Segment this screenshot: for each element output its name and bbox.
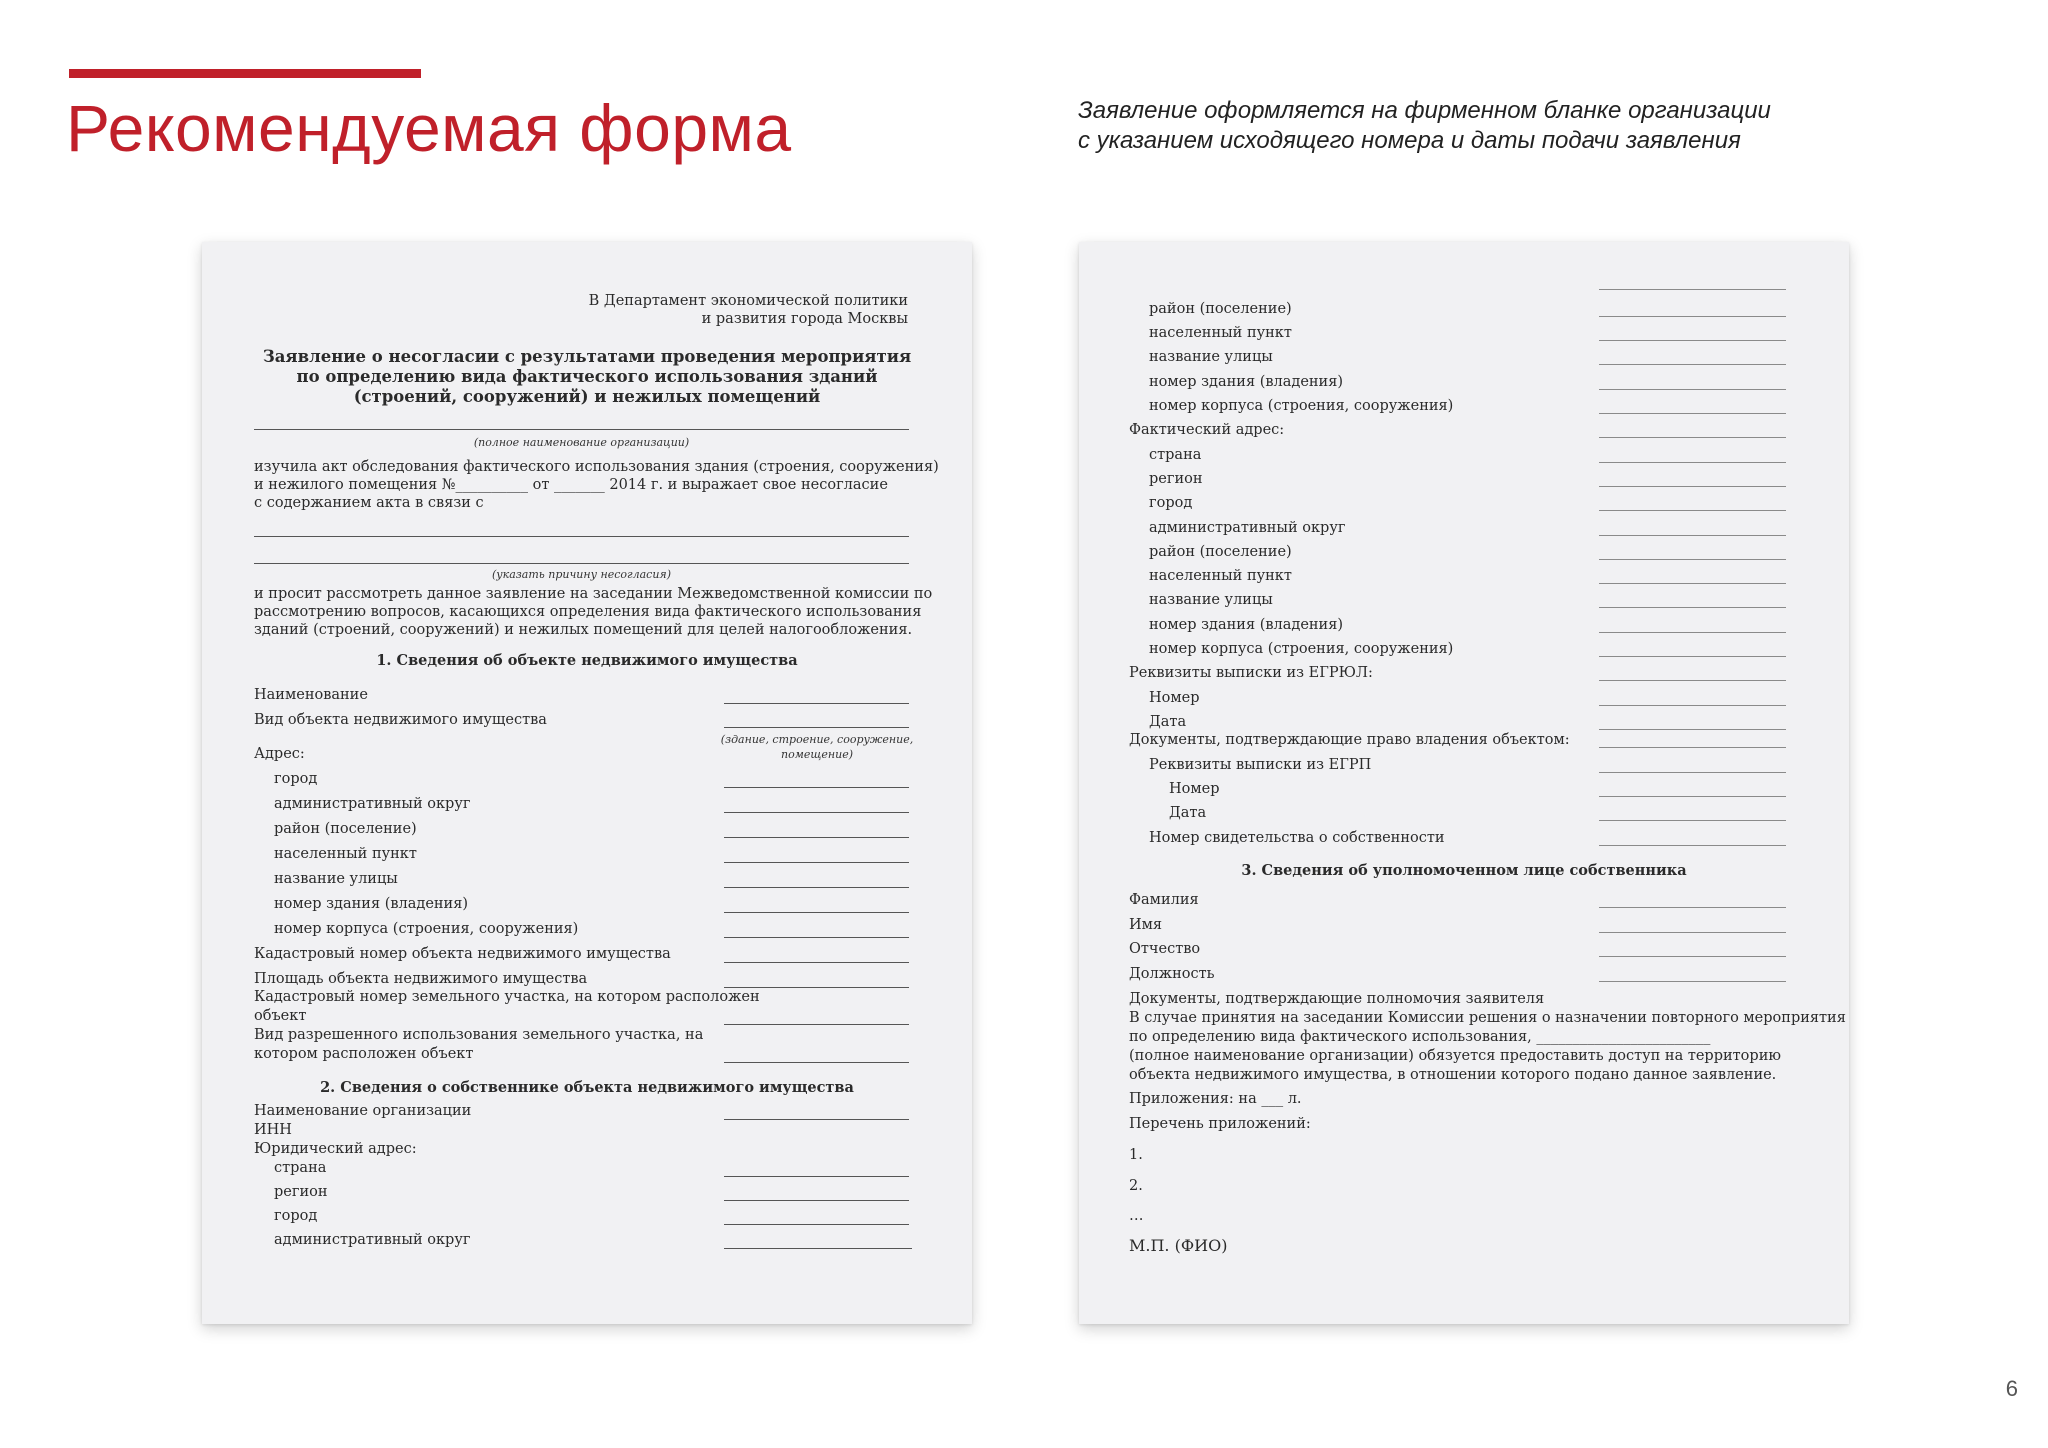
slide-note-line: с указанием исходящего номера и даты подачи заявления (1078, 127, 1741, 154)
field-line[interactable] (724, 1224, 909, 1225)
field-label: Номер свидетельства о собственности (1149, 830, 1445, 846)
body-text: и нежилого помещения №__________ от _______ 2014 г. и выражает свое несогласие (254, 477, 888, 493)
section-heading: 1. Сведения об объекте недвижимого имущества (376, 652, 798, 669)
list-item: 1. (1129, 1147, 1143, 1163)
field-label: название улицы (1149, 349, 1273, 365)
reason-line (254, 536, 909, 537)
field-label: Наименование организации (254, 1103, 472, 1119)
field-line[interactable] (724, 962, 909, 963)
field-label: Реквизиты выписки из ЕГРЮЛ: (1129, 665, 1373, 681)
body-text: с содержанием акта в связи с (254, 495, 484, 511)
field-label: страна (274, 1160, 327, 1176)
field-line[interactable] (1599, 772, 1786, 773)
field-label: Вид разрешенного использования земельного участка, на (254, 1027, 704, 1043)
field-line[interactable] (1599, 747, 1786, 748)
field-line[interactable] (724, 1176, 909, 1177)
field-label: Вид объекта недвижимого имущества (254, 712, 547, 728)
field-label: Юридический адрес: (254, 1141, 417, 1157)
field-line[interactable] (1599, 932, 1786, 933)
field-caption: помещение) (781, 748, 853, 761)
field-line[interactable] (1599, 289, 1786, 290)
field-label: Номер (1169, 781, 1220, 797)
field-label: Должность (1129, 966, 1215, 982)
reason-line (254, 563, 909, 564)
field-label: регион (274, 1184, 328, 1200)
field-label: административный округ (274, 796, 471, 812)
field-label: название улицы (1149, 592, 1273, 608)
field-label: населенный пункт (1149, 325, 1292, 341)
field-label: район (поселение) (1149, 544, 1292, 560)
field-label: номер корпуса (строения, сооружения) (1149, 398, 1454, 414)
field-label: Документы, подтверждающие право владения объектом: (1129, 732, 1570, 748)
field-line[interactable] (1599, 389, 1786, 390)
field-label: Фактический адрес: (1129, 422, 1285, 438)
field-line[interactable] (724, 727, 909, 728)
field-label: Документы, подтверждающие полномочия заявителя (1129, 991, 1545, 1007)
field-label: административный округ (274, 1232, 471, 1248)
form-heading: по определению вида фактического использования зданий (296, 367, 878, 386)
field-label: Реквизиты выписки из ЕГРП (1149, 757, 1372, 773)
field-line[interactable] (1599, 907, 1786, 908)
field-line[interactable] (1599, 364, 1786, 365)
accent-bar (69, 69, 421, 78)
body-text: и просит рассмотреть данное заявление на заседании Межведомственной комиссии по (254, 586, 933, 602)
field-line[interactable] (724, 837, 909, 838)
field-line[interactable] (1599, 820, 1786, 821)
field-label: Дата (1169, 805, 1207, 821)
field-line[interactable] (1599, 413, 1786, 414)
field-line[interactable] (1599, 486, 1786, 487)
field-line[interactable] (1599, 510, 1786, 511)
field-label: город (274, 1208, 318, 1224)
field-line[interactable] (724, 937, 909, 938)
list-item: 2. (1129, 1178, 1143, 1194)
field-label: Отчество (1129, 941, 1201, 957)
field-line[interactable] (1599, 559, 1786, 560)
field-label: объект (254, 1008, 307, 1024)
org-caption: (полное наименование организации) (473, 436, 690, 449)
form-page-left (202, 242, 972, 1324)
body-text: (полное наименование организации) обязуется предоставить доступ на территорию (1129, 1048, 1781, 1064)
field-line[interactable] (724, 1248, 912, 1249)
form-heading: (строений, сооружений) и нежилых помещений (353, 387, 821, 406)
addressee-line: В Департамент экономической политики (588, 293, 908, 309)
field-line[interactable] (1599, 607, 1786, 608)
field-label: номер здания (владения) (1149, 617, 1344, 633)
page-title: Рекомендуемая форма (66, 91, 792, 165)
body-text: по определению вида фактического использования, ________________________ (1129, 1029, 1711, 1045)
field-line[interactable] (724, 887, 909, 888)
field-line[interactable] (1599, 462, 1786, 463)
field-label: ИНН (254, 1122, 292, 1138)
field-label: район (поселение) (274, 821, 417, 837)
field-label: Дата (1149, 714, 1187, 730)
field-label: страна (1149, 447, 1202, 463)
section-heading: 2. Сведения о собственнике объекта недвижимого имущества (320, 1079, 854, 1096)
field-line[interactable] (1599, 316, 1786, 317)
field-line[interactable] (1599, 583, 1786, 584)
field-line[interactable] (1599, 796, 1786, 797)
field-label: номер здания (владения) (274, 896, 469, 912)
field-line[interactable] (724, 1024, 909, 1025)
org-name-line (254, 429, 909, 430)
field-label: название улицы (274, 871, 398, 887)
field-line[interactable] (724, 787, 909, 788)
field-line[interactable] (724, 1200, 909, 1201)
field-label: Кадастровый номер объекта недвижимого имущества (254, 946, 671, 962)
field-label: Номер (1149, 690, 1200, 706)
field-line[interactable] (1599, 845, 1786, 846)
slide-note-line: Заявление оформляется на фирменном бланке организации (1078, 97, 1771, 124)
field-label: номер здания (владения) (1149, 374, 1344, 390)
field-line[interactable] (1599, 656, 1786, 657)
field-label: район (поселение) (1149, 301, 1292, 317)
field-line[interactable] (1599, 632, 1786, 633)
field-line[interactable] (724, 912, 909, 913)
form-heading: Заявление о несогласии с результатами проведения мероприятия (262, 347, 912, 366)
field-line[interactable] (724, 1119, 909, 1120)
field-line[interactable] (724, 862, 909, 863)
addressee-line: и развития города Москвы (701, 311, 908, 327)
field-label: город (1149, 495, 1193, 511)
body-text: изучила акт обследования фактического использования здания (строения, сооружения) (254, 459, 939, 475)
field-line[interactable] (724, 703, 909, 704)
field-line[interactable] (1599, 680, 1786, 681)
list-item: … (1129, 1208, 1144, 1224)
field-line[interactable] (1599, 535, 1786, 536)
field-label: населенный пункт (1149, 568, 1292, 584)
field-label: Кадастровый номер земельного участка, на котором расположен (254, 989, 760, 1005)
slide-note (1078, 96, 1898, 156)
attachments-count: Приложения: на ___ л. (1129, 1091, 1302, 1107)
field-line[interactable] (1599, 729, 1786, 730)
field-caption: (здание, строение, сооружение, (720, 733, 914, 746)
section-heading: 3. Сведения об уполномоченном лице собственника (1241, 862, 1687, 879)
field-label: Фамилия (1129, 892, 1199, 908)
attachments-list-label: Перечень приложений: (1129, 1116, 1311, 1132)
field-line[interactable] (724, 1062, 909, 1063)
field-label: номер корпуса (строения, сооружения) (1149, 641, 1454, 657)
field-label: регион (1149, 471, 1203, 487)
field-label: Площадь объекта недвижимого имущества (254, 971, 588, 987)
form-page-right (1079, 242, 1849, 1324)
field-label: номер корпуса (строения, сооружения) (274, 921, 579, 937)
field-label: город (274, 771, 318, 787)
body-text: объекта недвижимого имущества, в отношении которого подано данное заявление. (1129, 1067, 1777, 1083)
signature: М.П. (ФИО) (1129, 1236, 1228, 1255)
field-line[interactable] (1599, 437, 1786, 438)
field-line[interactable] (1599, 981, 1786, 982)
field-label: Имя (1129, 917, 1163, 933)
body-text: В случае принятия на заседании Комиссии решения о назначении повторного мероприятия (1129, 1010, 1846, 1026)
field-label: котором расположен объект (254, 1046, 474, 1062)
field-line[interactable] (1599, 956, 1786, 957)
field-label: населенный пункт (274, 846, 417, 862)
field-label: Адрес: (254, 746, 305, 762)
page-number: 6 (2005, 1376, 2018, 1401)
body-text: зданий (строений, сооружений) и нежилых помещений для целей налогообложения. (254, 622, 913, 638)
field-label: административный округ (1149, 520, 1346, 536)
field-line[interactable] (1599, 340, 1786, 341)
body-text: рассмотрению вопросов, касающихся определения вида фактического использования (254, 604, 922, 620)
field-line[interactable] (724, 812, 909, 813)
field-label: Наименование (254, 687, 368, 703)
reason-caption: (указать причину несогласия) (491, 568, 671, 581)
field-line[interactable] (1599, 705, 1786, 706)
